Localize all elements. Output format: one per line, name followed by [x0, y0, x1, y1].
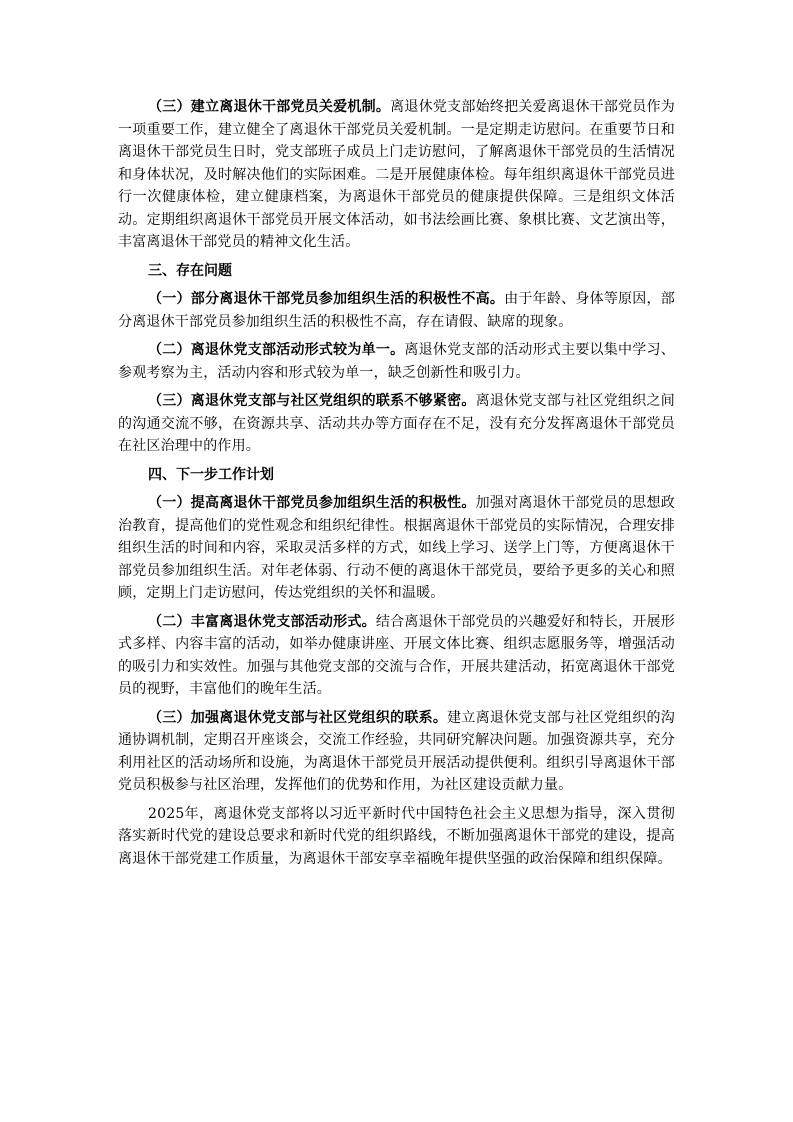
plan-paragraph-3 [118, 707, 675, 797]
paragraph-body: 建立离退休党支部与社区党组织的沟通协调机制，定期召开座谈会，交流工作经验，共同研究解决问题。加强资源共享，充分利用社区的活动场所和设施，为离退休干部党员开展活动提供便利。组织引导离退休干部党员积极参与社区治理，发挥他们的优势和作用，为社区建设贡献力量。 [118, 709, 676, 793]
conclusion-paragraph: 2025年，离退休党支部将以习近平新时代中国特色社会主义思想为指导，深入贯彻落实新时代党的建设总要求和新时代党的组织路线，不断加强离退休干部党的建设，提高离退休干部党建工作质量，为离退休干部安享幸福晚年提供坚强的政治保障和组织保障。 [118, 805, 675, 867]
paragraph-body: 加强对离退休干部党员的思想政治教育，提高他们的党性观念和组织纪律性。根据离退休干部党员的实际情况，合理安排组织生活的时间和内容，采取灵活多样的方式，如线上学习、送学上门等，方便离退休干部党员参加组织生活。对年老体弱、行动不便的离退休干部党员，要给予更多的关心和照顾，定期上门走访慰问，传达党组织的关怀和温暖。 [118, 495, 675, 601]
paragraph-lead: （三）建立离退休干部党员关爱机制。 [148, 99, 391, 115]
plan-paragraph-1 [118, 492, 675, 605]
paragraph-body: 离退休党支部的活动形式主要以集中学习、参观考察为主，活动内容和形式较为单一，缺乏创新性和吸引力。 [118, 342, 675, 381]
problem-paragraph-3 [118, 390, 675, 458]
problem-paragraph-1 [118, 288, 675, 333]
plan-paragraph-2 [118, 611, 675, 701]
paragraph-lead: （二）丰富离退休党支部活动形式。 [148, 613, 376, 630]
paragraph-lead: （二）离退休党支部活动形式较为单一。 [148, 342, 405, 358]
paragraph-lead: （三）加强离退休党支部与社区党组织的联系。 [148, 709, 448, 726]
problem-paragraph-2 [118, 339, 675, 384]
section-heading-next-steps: 四、下一步工作计划 [148, 466, 274, 483]
paragraph-lead: （一）部分离退休干部党员参加组织生活的积极性不高。 [148, 291, 505, 307]
paragraph-body: 由于年龄、身体等原因，部分离退休干部党员参加组织生活的积极性不高，存在请假、缺席的现象。 [118, 291, 675, 330]
paragraph-body: 离退休党支部始终把关爱离退休干部党员作为一项重要工作，建立健全了离退休干部党员关爱机制。一是定期走访慰问。在重要节日和离退休干部党员生日时，党支部班子成员上门走访慰问，了解离退休干部党员的生活情况和身体状况，及时解决他们的实际困难。二是开展健康体检。每年组织离退休干部党员进行一次健康体检，建立健康档案，为离退休干部党员的健康提供保障。三是组织文体活动。定期组织离退休干部党员开展文体活动，如书法绘画比赛、象棋比赛、文艺演出等，丰富离退休干部党员的精神文化生活。 [118, 99, 675, 250]
paragraph-lead: （三）离退休党支部与社区党组织的联系不够紧密。 [148, 393, 476, 409]
paragraph-lead: （一）提高离退休干部党员参加组织生活的积极性。 [148, 495, 476, 511]
paragraph-body: 离退休党支部与社区党组织之间的沟通交流不够，在资源共享、活动共办等方面存在不足，没有充分发挥离退休干部党员在社区治理中的作用。 [118, 393, 675, 454]
paragraph-body: 结合离退休干部党员的兴趣爱好和特长，开展形式多样、内容丰富的活动，如举办健康讲座、开展文体比赛、组织志愿服务等，增强活动的吸引力和实效性。加强与其他党支部的交流与合作，开展共建活动，拓宽离退休干部党员的视野，丰富他们的晚年生活。 [118, 613, 676, 697]
care-mechanism-paragraph [118, 96, 675, 254]
section-heading-problems: 三、存在问题 [148, 262, 232, 279]
